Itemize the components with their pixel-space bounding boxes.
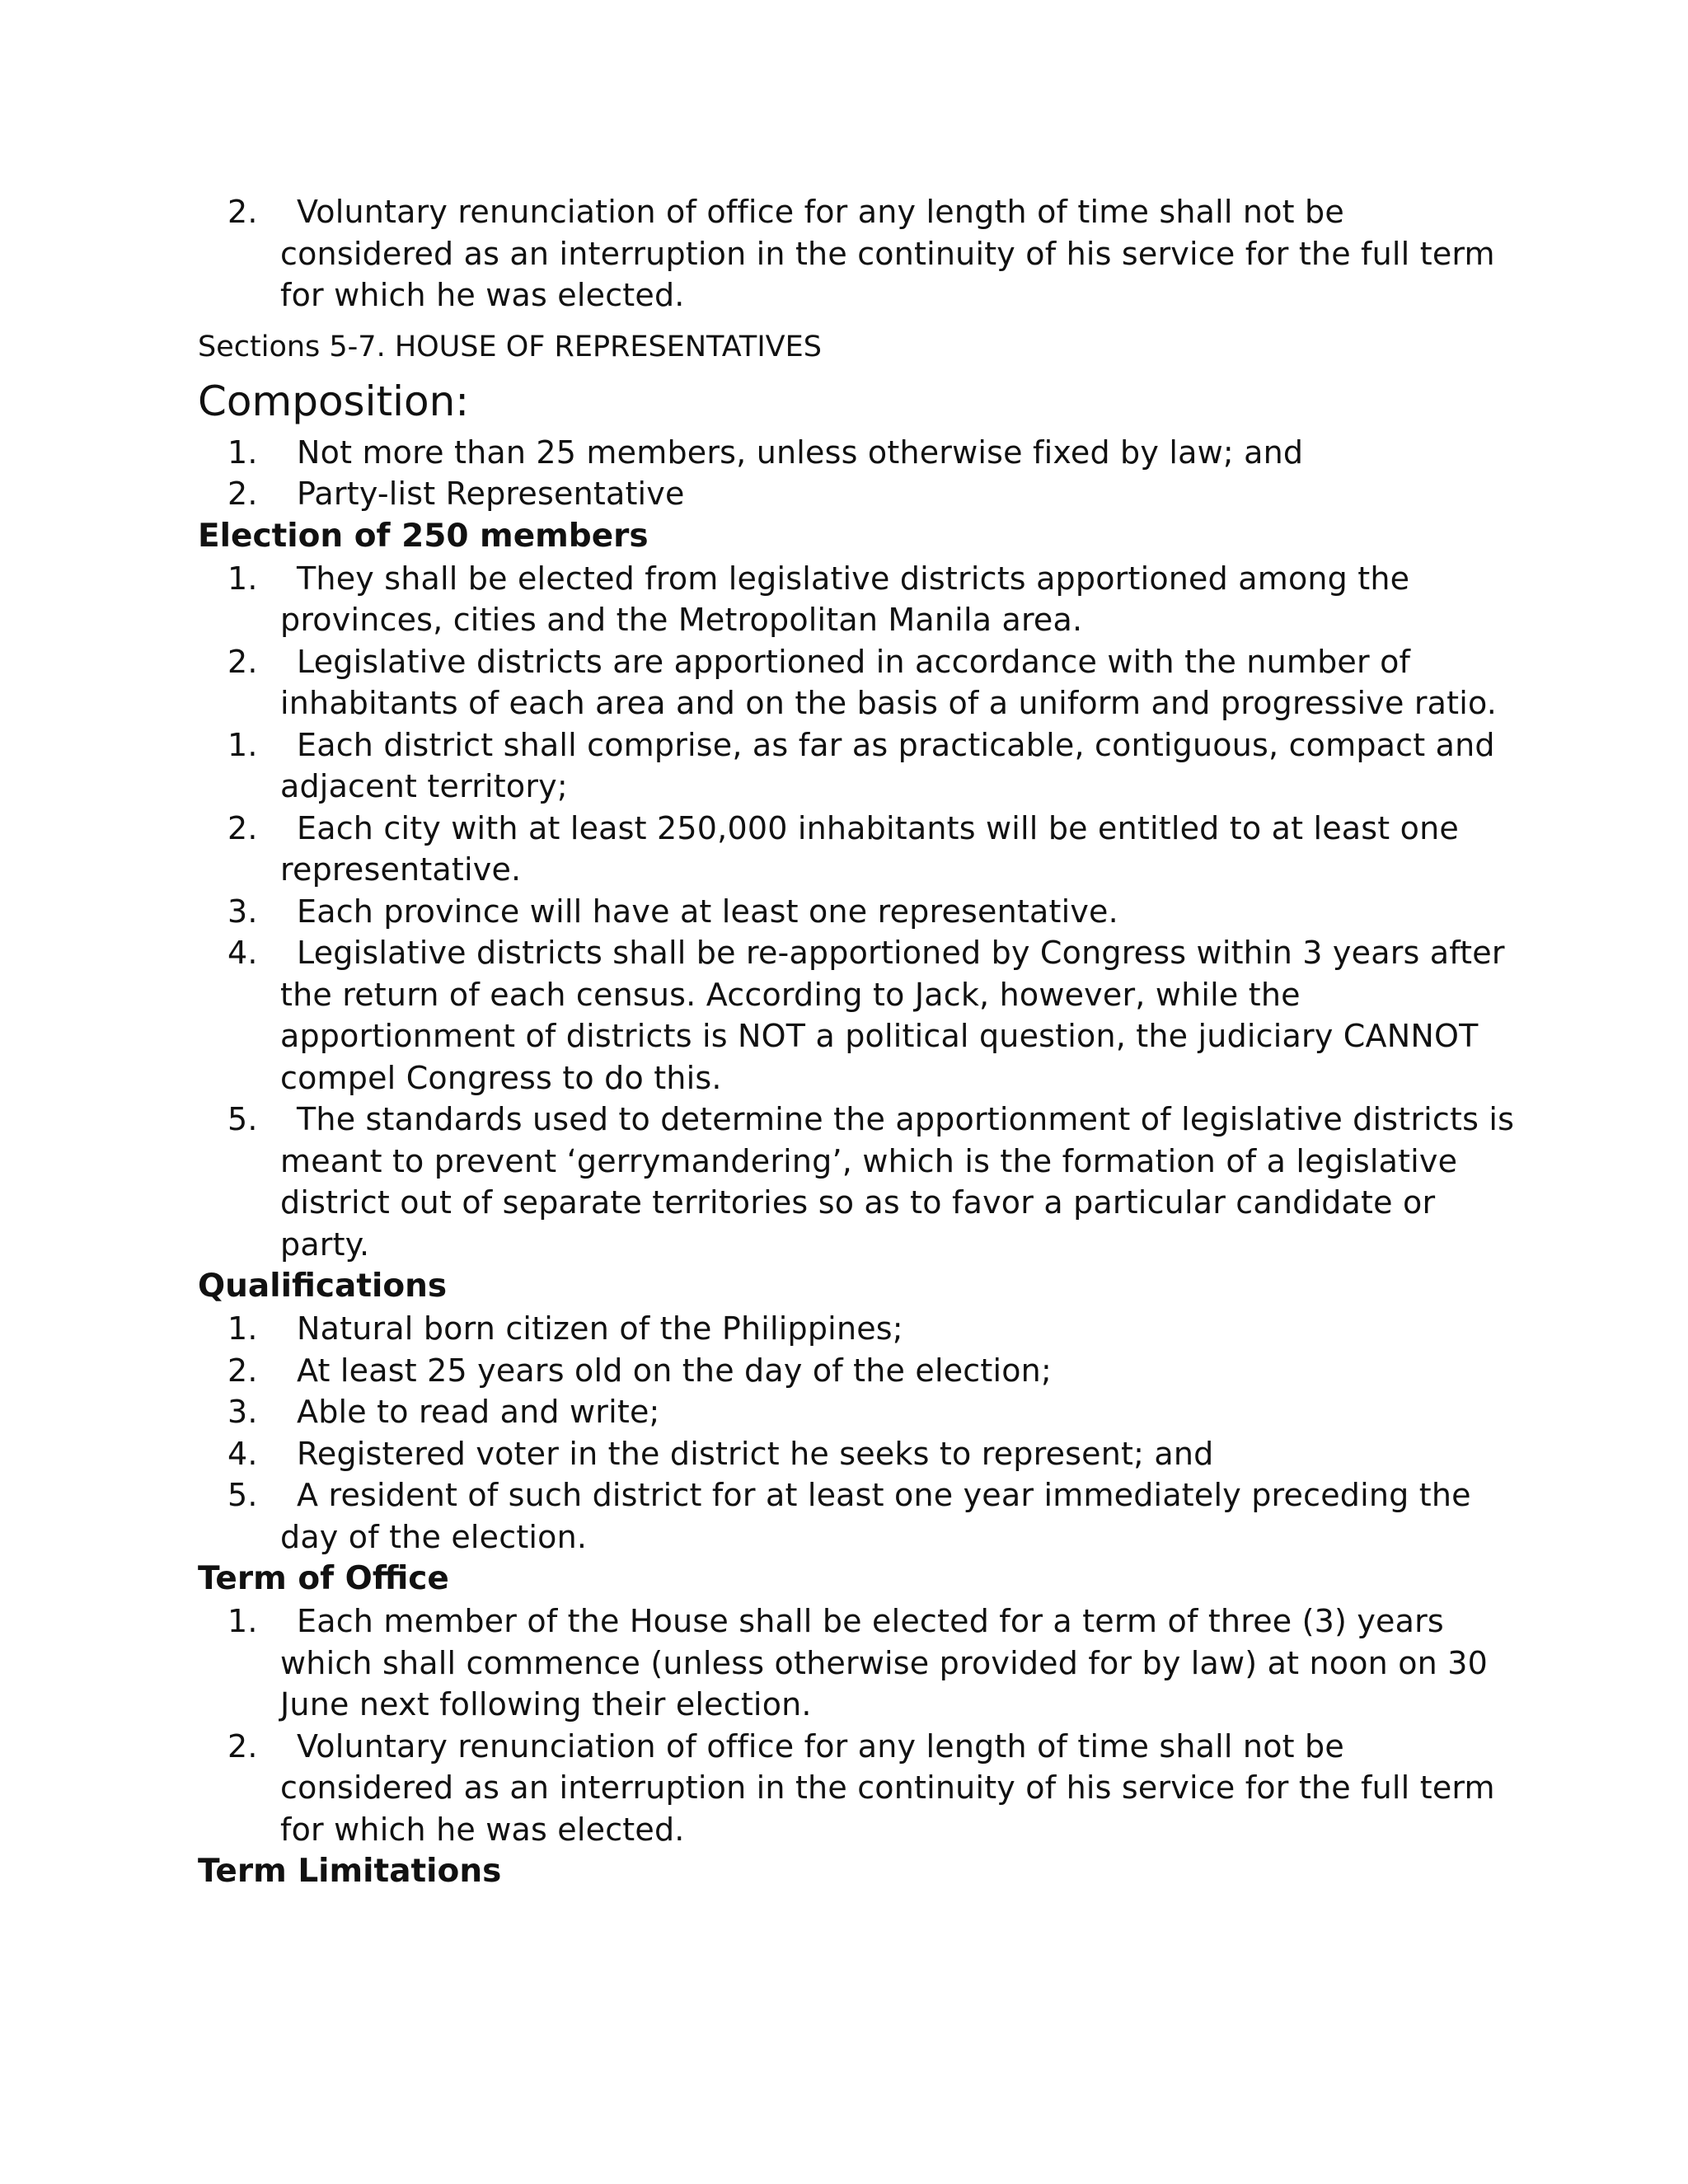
list-item	[198, 932, 1517, 1099]
list-text: The standards used to determine the apportionment of legislative districts is meant to prevent ‘gerrymandering’, which is the formation of a legislative district out of separate territories so as to favor a particular candidate or party.	[280, 1101, 1515, 1263]
list-item	[198, 1099, 1517, 1265]
list-item	[198, 808, 1517, 891]
list-number: 5.	[227, 1477, 258, 1513]
list-number: 2.	[227, 476, 258, 512]
list-number: 1.	[227, 1310, 258, 1347]
list-number: 1.	[227, 560, 258, 597]
list-text: They shall be elected from legislative districts apportioned among the provinces, cities and the Metropolitan Manila area.	[280, 560, 1410, 638]
list-item	[198, 558, 1517, 641]
list-number: 5.	[227, 1101, 258, 1137]
list-item	[198, 724, 1517, 808]
list-item	[198, 1308, 1517, 1350]
list-text: Each member of the House shall be elected for a term of three (3) years which shall commence (unless otherwise provided for by law) at noon on 30 June next following their election.	[280, 1603, 1488, 1722]
list-number: 4.	[227, 935, 258, 971]
list-text: Able to read and write;	[297, 1394, 660, 1430]
list-text: At least 25 years old on the day of the election;	[297, 1352, 1052, 1389]
section-title: Sections 5-7. HOUSE OF REPRESENTATIVES	[198, 330, 822, 363]
document-page	[198, 191, 1517, 1893]
list-text: Each city with at least 250,000 inhabitants will be entitled to at least one representative.	[280, 809, 1459, 888]
list-text: Voluntary renunciation of office for any length of time shall not be considered as an interruption in the continuity of his service for the full term for which he was elected.	[280, 1727, 1495, 1848]
list-item	[198, 473, 1517, 515]
list-number: 2.	[227, 1727, 258, 1765]
list-number: 2.	[227, 643, 258, 680]
list-item	[198, 432, 1517, 474]
list-text: Party-list Representative	[297, 476, 685, 512]
list-item	[198, 1350, 1517, 1392]
list-item	[198, 1391, 1517, 1433]
list-item	[198, 891, 1517, 933]
list-item	[198, 191, 1517, 316]
list-number: 3.	[227, 1394, 258, 1430]
term-of-office-heading: Term of Office	[198, 1560, 449, 1597]
list-text: Each district shall comprise, as far as practicable, contiguous, compact and adjacent territory;	[280, 726, 1495, 804]
list-number: 2.	[227, 809, 258, 846]
list-text: Natural born citizen of the Philippines;	[297, 1310, 903, 1347]
list-text: A resident of such district for at least one year immediately preceding the day of the election.	[280, 1477, 1471, 1555]
list-number: 2.	[227, 194, 258, 230]
list-number: 2.	[227, 1352, 258, 1389]
composition-heading: Composition:	[198, 377, 470, 425]
list-item	[198, 1433, 1517, 1475]
list-item	[198, 1474, 1517, 1558]
list-text: Registered voter in the district he seeks to represent; and	[297, 1435, 1214, 1472]
list-item	[198, 641, 1517, 724]
list-number: 3.	[227, 893, 258, 930]
list-number: 1.	[227, 726, 258, 763]
list-number: 4.	[227, 1435, 258, 1472]
list-number: 1.	[227, 1603, 258, 1639]
election-heading: Election of 250 members	[198, 517, 649, 555]
list-text: Legislative districts are apportioned in accordance with the number of inhabitants of each area and on the basis of a uniform and progressive ratio.	[280, 643, 1498, 721]
term-limitations-heading: Term Limitations	[198, 1853, 502, 1890]
list-text: Each province will have at least one representative.	[297, 893, 1118, 930]
qualifications-heading: Qualifications	[198, 1268, 448, 1305]
list-item	[198, 1726, 1517, 1851]
list-item	[198, 1601, 1517, 1726]
list-text: Voluntary renunciation of office for any length of time shall not be considered as an interruption in the continuity of his service for the full term for which he was elected.	[280, 194, 1495, 313]
list-number: 1.	[227, 434, 258, 471]
list-text: Legislative districts shall be re-apportioned by Congress within 3 years after the return of each census. According to Jack, however, while the apportionment of districts is NOT a political question, the judiciary CANNOT compel Congress to do this.	[280, 935, 1505, 1096]
list-text: Not more than 25 members, unless otherwise fixed by law; and	[297, 434, 1304, 471]
